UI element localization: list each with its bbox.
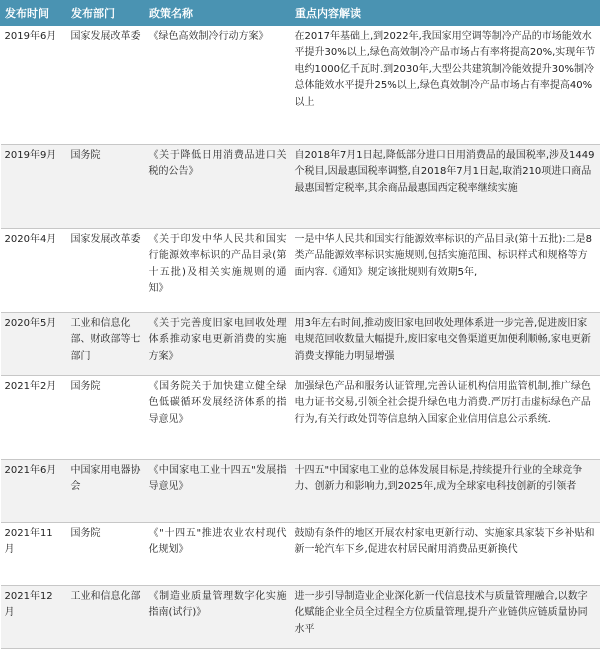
cell-policy: 《关于印发中华人民共和国实行能源效率标识的产品目录(第十五批)及相关实施规则的通知》: [145, 229, 291, 313]
cell-time: 2019年6月: [1, 26, 67, 145]
header-time: 发布时间: [1, 1, 67, 26]
cell-dept: 国务院: [67, 376, 145, 460]
cell-content: 鼓励有条件的地区开展农村家电更新行动、实施家具家装下乡补贴和新一轮汽车下乡,促进农村居民耐用消费品更新换代: [291, 523, 600, 586]
cell-policy: 《国务院关于加快建立健全绿色低碳循环发展经济体系的指导意见》: [145, 376, 291, 460]
cell-content: 十四五"中国家电工业的总体发展目标是,持续提升行业的全球竞争力、创新力和影响力,到2025年,成为全球家电科技创新的引领者: [291, 460, 600, 523]
cell-time: 2021年6月: [1, 460, 67, 523]
table-row: [1, 313, 600, 376]
cell-content: 一是中华人民共和国实行能源效率标识的产品目录(第十五批):二是8类产品能源效率标识实施规则,包括实施范围、标识样式和规格等方面内容.《通知》规定该批规则有效期5年,: [291, 229, 600, 313]
cell-content: 自2018年7月1日起,降低部分进口日用消费品的最国税率,涉及1449个税目,因最惠国税率调整,自2018年7月1日起,取消210项进口商品最惠国暂定税率,其余商品最惠国西定税率继续实施: [291, 145, 600, 229]
header-content: 重点内容解读: [291, 1, 600, 26]
table-row: [1, 523, 600, 586]
cell-time: 2020年5月: [1, 313, 67, 376]
cell-content: 加强绿色产品和服务认证管理,完善认证机构信用监管机制,推广绿色电力证书交易,引领全社会提升绿色电力消费.严厉打击虚标绿色产品行为,有关行政处罚等信息纳入国家企业信用信息公示系统.: [291, 376, 600, 460]
cell-dept: 国务院: [67, 523, 145, 586]
cell-dept: 国家发展改革委: [67, 229, 145, 313]
cell-content: 进一步引导制造业企业深化新一代信息技术与质量管理融合,以数字化赋能企业全员全过程全方位质量管理,提升产业链供应链质量协同水平: [291, 586, 600, 649]
cell-dept: 工业和信息化部、财政部等七部门: [67, 313, 145, 376]
table-row: [1, 229, 600, 313]
cell-time: 2021年11月: [1, 523, 67, 586]
table-row: [1, 145, 600, 229]
cell-content: 用3年左右时间,推动废旧家电回收处理体系进一步完善,促进废旧家电规范回收数量大幅提升,废旧家电交鲁渠道更加便利顺畅,家电更新消费支撑能力明显增强: [291, 313, 600, 376]
cell-time: 2020年4月: [1, 229, 67, 313]
cell-time: 2019年9月: [1, 145, 67, 229]
cell-policy: 《"十四五"推进农业农村现代化规划》: [145, 523, 291, 586]
cell-content: 在2017年基础上,到2022年,我国家用空调等制冷产品的市场能效水平提升30%以上,绿色高效制冷产品市场占有率将提高20%,实现年节电约1000亿千瓦时.到2030年,大型公共建筑制冷能效提升30%制冷总体能效水平提升25%以上,绿色真效制冷产品市场占有率提高40%以上: [291, 26, 600, 145]
cell-time: 2021年12月: [1, 586, 67, 649]
cell-policy: 《关于降低日用消费品进口关税的公告》: [145, 145, 291, 229]
cell-dept: 国务院: [67, 145, 145, 229]
table-row: [1, 376, 600, 460]
cell-policy: 《中国家电工业十四五"发展指导意见》: [145, 460, 291, 523]
table-row: [1, 26, 600, 145]
header-dept: 发布部门: [67, 1, 145, 26]
header-row: [1, 1, 600, 26]
header-policy: 政策名称: [145, 1, 291, 26]
cell-dept: 工业和信息化部: [67, 586, 145, 649]
cell-dept: 国家发展改革委: [67, 26, 145, 145]
cell-time: 2021年2月: [1, 376, 67, 460]
cell-policy: 《绿色高效制冷行动方案》: [145, 26, 291, 145]
cell-dept: 中国家用电器协会: [67, 460, 145, 523]
cell-policy: 《制造业质量管理数字化实施指南(试行)》: [145, 586, 291, 649]
cell-policy: 《关于完善度旧家电回收处理体系推动家电更新消费的实施方案》: [145, 313, 291, 376]
table-row: [1, 586, 600, 649]
table-row: [1, 460, 600, 523]
